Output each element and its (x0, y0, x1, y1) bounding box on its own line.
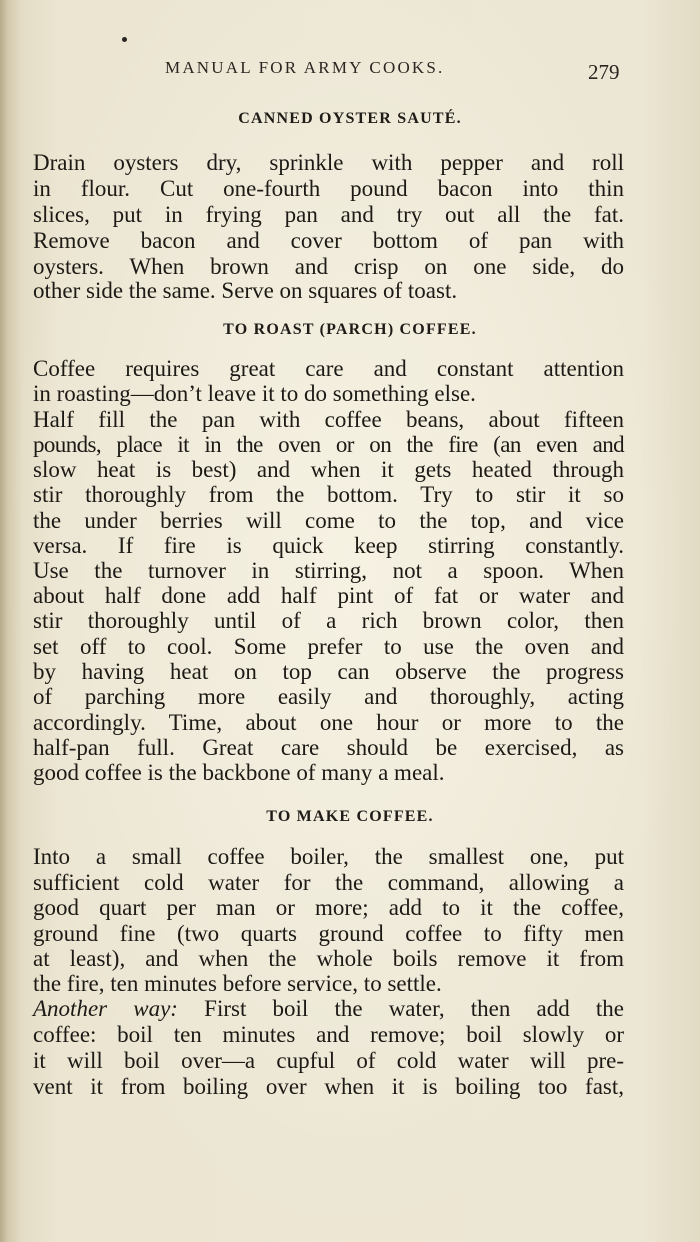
text-line: Half fill the pan with coffee beans, about fifteen (33, 407, 624, 432)
running-head: MANUAL FOR ARMY COOKS. (165, 58, 445, 77)
text-line: ground fine (two quarts ground coffee to fifty men (33, 921, 624, 946)
text-line: about half done add half pint of fat or water and (33, 583, 624, 608)
text-line: Into a small coffee boiler, the smallest one, put (33, 844, 624, 869)
another-way-text: First boil the water, then add the (177, 996, 625, 1021)
text-line: Use the turnover in stirring, not a spoon. When (33, 558, 624, 583)
another-way-label: Another way: (33, 996, 178, 1021)
text-line: slices, put in frying pan and try out all the fat. (33, 202, 624, 227)
text-line: sufficient cold water for the command, allowing a (33, 870, 624, 895)
text-line: oysters. When brown and crisp on one side, do (33, 254, 624, 279)
text-line: in roasting—don’t leave it to do something else. (33, 381, 476, 406)
text-line: Coffee requires great care and constant attention (33, 356, 624, 381)
section-heading-roast-coffee: TO ROAST (PARCH) COFFEE. (223, 321, 477, 338)
ink-speck (122, 37, 127, 42)
text-line: pounds, place it in the oven or on the fire (an even and (33, 432, 624, 457)
text-line: good coffee is the backbone of many a meal. (33, 760, 445, 785)
text-line: the under berries will come to the top, and vice (33, 508, 624, 533)
text-line: half-pan full. Great care should be exercised, as (33, 735, 624, 760)
text-line: Remove bacon and cover bottom of pan with (33, 228, 624, 253)
text-line: other side the same. Serve on squares of toast. (33, 278, 458, 303)
text-line: by having heat on top can observe the progress (33, 659, 624, 684)
text-line: it will boil over—a cupful of cold water will pre- (33, 1048, 624, 1073)
text-line: coffee: boil ten minutes and remove; boil slowly or (33, 1022, 624, 1047)
text-line: stir thoroughly until of a rich brown color, then (33, 608, 624, 633)
text-line: set off to cool. Some prefer to use the oven and (33, 634, 624, 659)
text-line-another-way (33, 997, 624, 1020)
text-line: versa. If fire is quick keep stirring constantly. (33, 533, 624, 558)
text-line: vent it from boiling over when it is boiling too fast, (33, 1074, 624, 1099)
text-line: good quart per man or more; add to it the coffee, (33, 895, 624, 920)
text-line: of parching more easily and thoroughly, acting (33, 684, 624, 709)
text-line: in flour. Cut one-fourth pound bacon into thin (33, 176, 624, 201)
text-line: stir thoroughly from the bottom. Try to stir it so (33, 482, 624, 507)
text-line: slow heat is best) and when it gets heated through (33, 457, 624, 482)
page-number: 279 (588, 60, 620, 84)
section-heading-make-coffee: TO MAKE COFFEE. (266, 808, 434, 825)
text-line: the fire, ten minutes before service, to settle. (33, 971, 442, 996)
text-line: Drain oysters dry, sprinkle with pepper and roll (33, 150, 624, 175)
text-line: accordingly. Time, about one hour or more to the (33, 710, 624, 735)
text-line: at least), and when the whole boils remove it from (33, 946, 624, 971)
section-heading-oyster: CANNED OYSTER SAUTÉ. (238, 110, 462, 127)
